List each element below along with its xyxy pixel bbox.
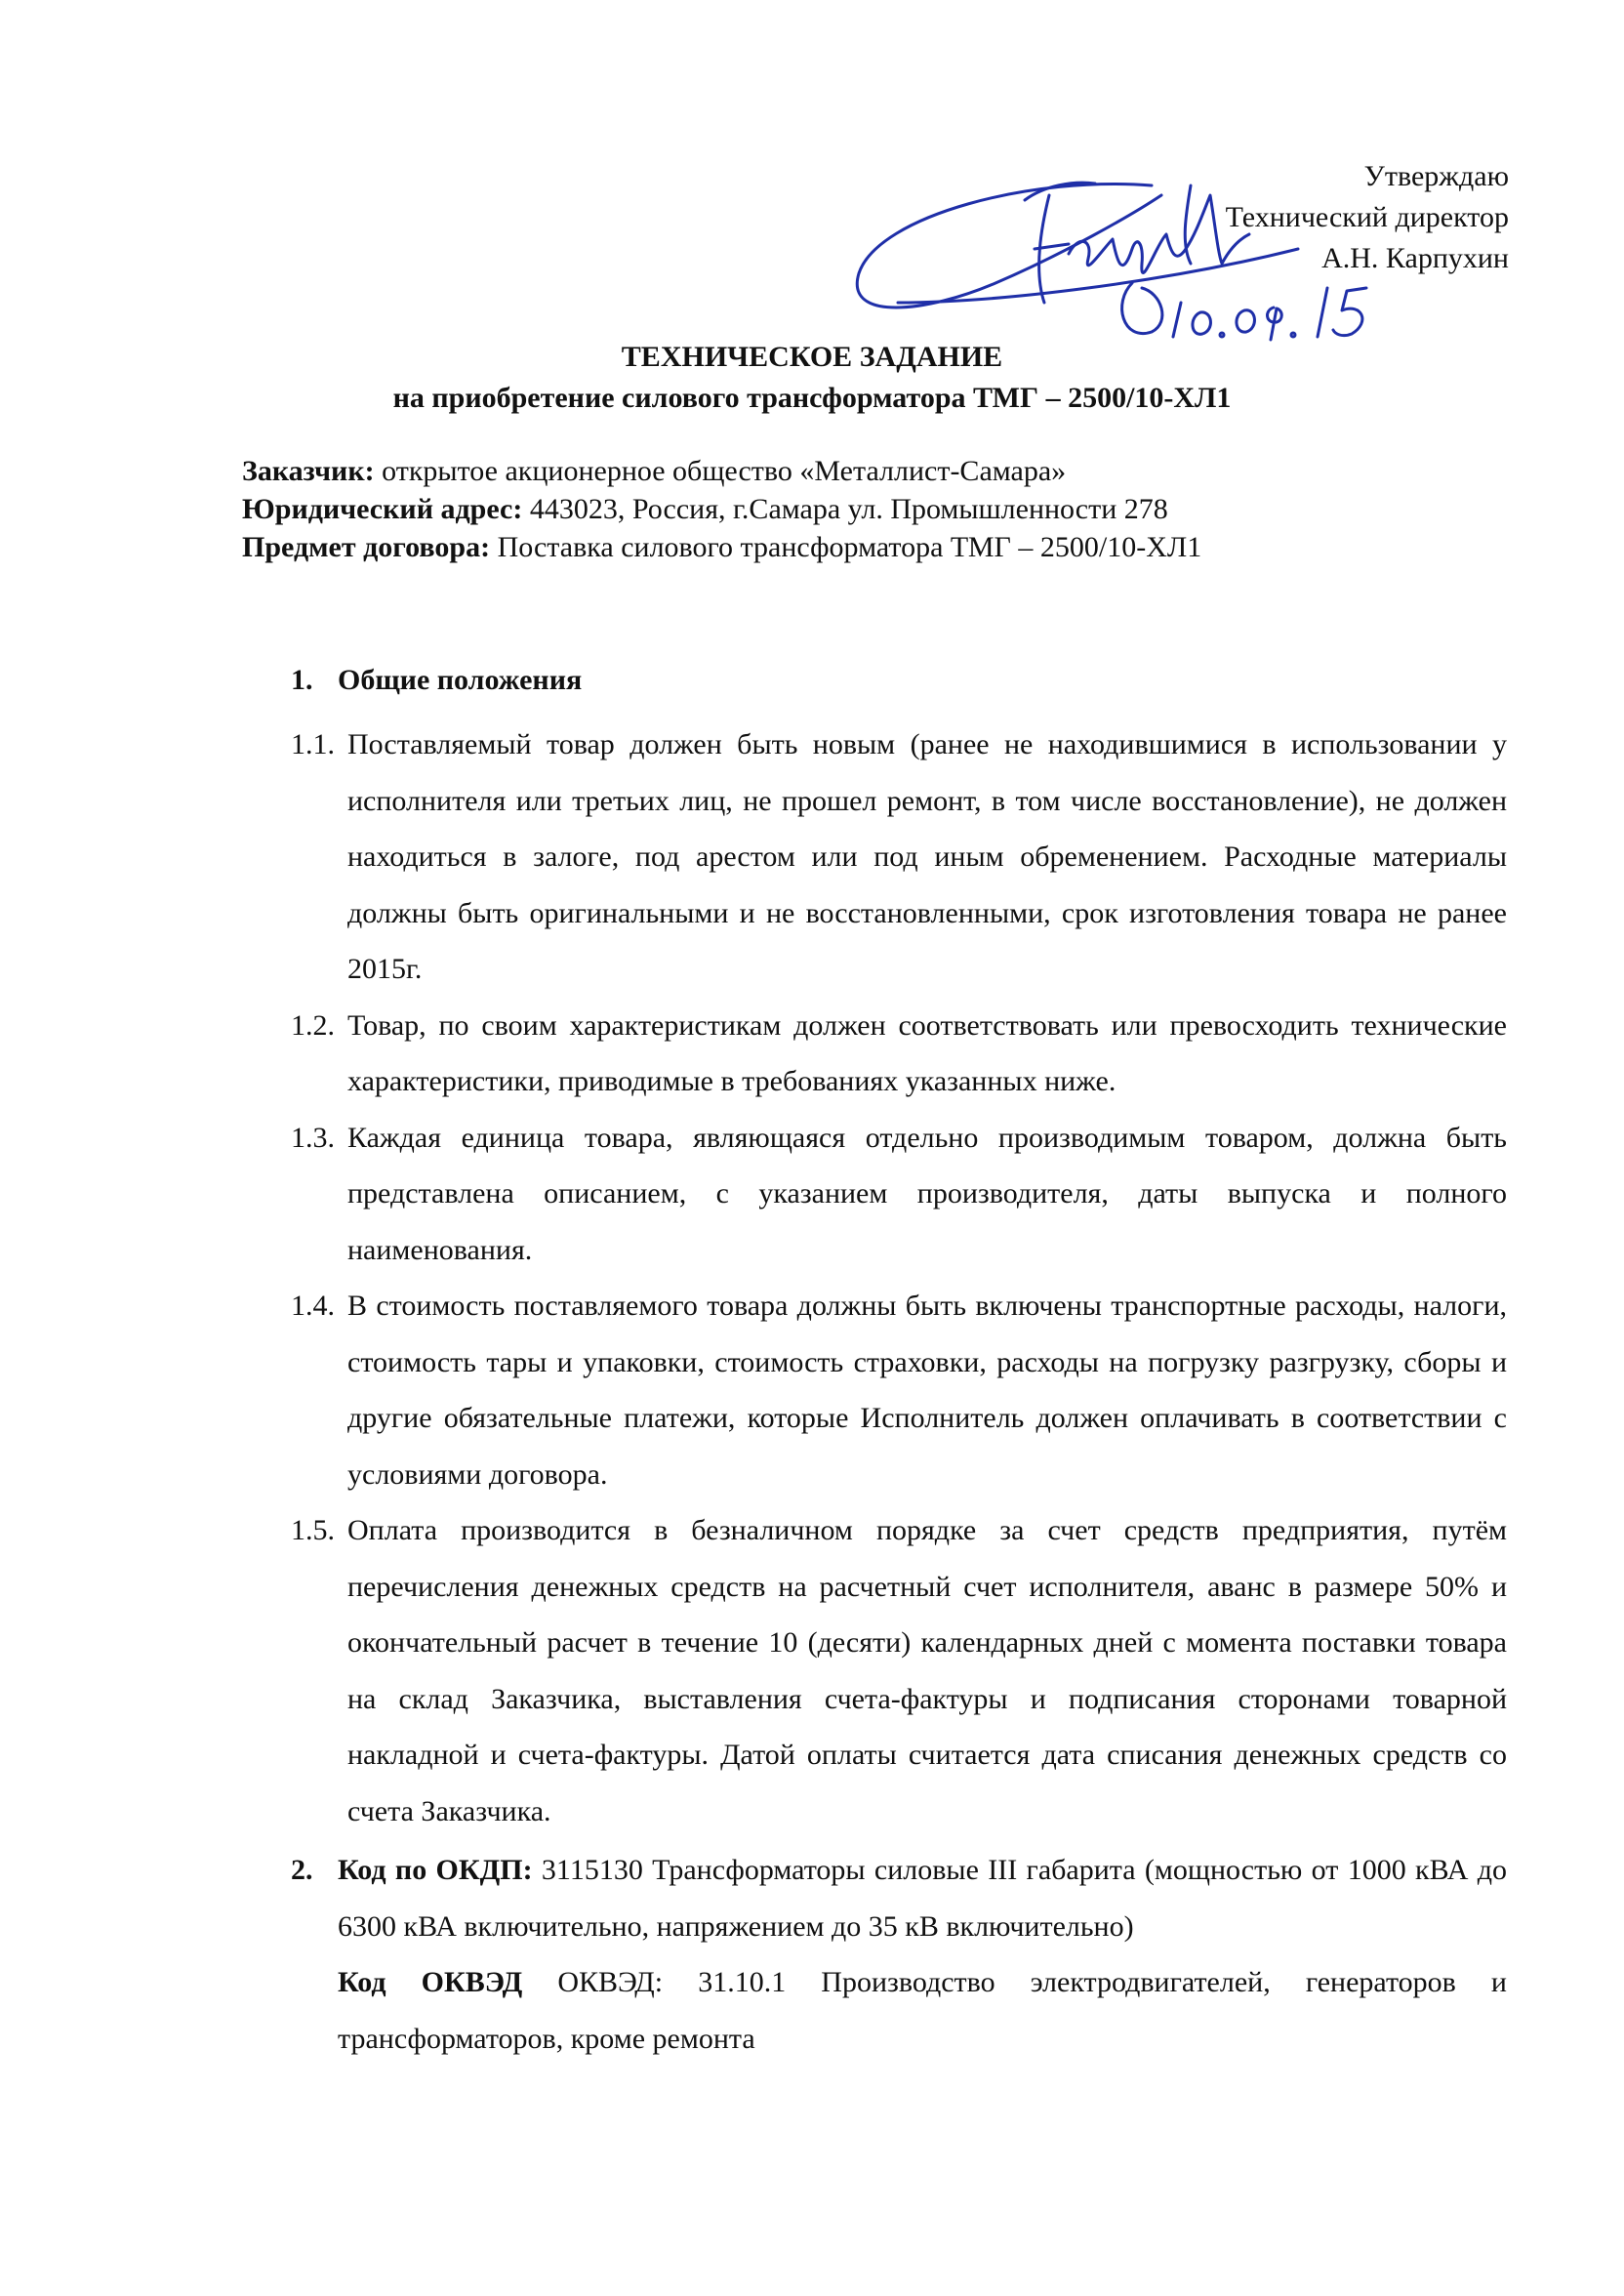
subject-row: [242, 528, 1201, 566]
section-2-number: 2.: [291, 1854, 313, 1886]
list-item: [291, 1502, 1507, 1839]
okdp-row: [291, 1842, 1507, 1954]
item-text: Товар, по своим характеристикам должен соответствовать или превосходить технические характеристики, приводимые в требованиях указанных ниже.: [347, 1008, 1507, 1097]
item-text: Поставляемый товар должен быть новым (ранее не находившимися в использовании у исполнителя или третьих лиц, не прошел ремонт, в том числе восстановление), не должен находиться в залоге, под арестом или под иным обременением. Расходные материалы должны быть оригинальными и не восстановленными, срок изготовления товара не ранее 2015г.: [347, 728, 1507, 985]
section-1-number: 1.: [291, 664, 313, 696]
approval-line-approve: Утверждаю: [1363, 160, 1509, 192]
item-number: 1.5.: [291, 1514, 335, 1546]
list-item: [291, 998, 1507, 1110]
customer-label: Заказчик:: [242, 455, 375, 487]
item-number: 1.3.: [291, 1121, 335, 1154]
list-item: [291, 1278, 1507, 1502]
section-1-title: Общие положения: [338, 664, 583, 696]
item-text: В стоимость поставляемого товара должны быть включены транспортные расходы, налоги, стоимость тары и упаковки, стоимость страховки, расходы на погрузку разгрузку, сборы и другие обязательные платежи, которые Исполнитель должен оплачивать в соответствии с условиями договора.: [347, 1290, 1507, 1491]
list-item: [291, 1110, 1507, 1279]
approval-line-name: А.Н. Карпухин: [1321, 242, 1509, 274]
address-label: Юридический адрес:: [242, 493, 523, 525]
item-number: 1.1.: [291, 728, 335, 760]
okdp-label: Код по ОКДП:: [338, 1854, 533, 1886]
okved-value: ОКВЭД: 31.10.1 Производство электродвигателей, генераторов и трансформаторов, кроме ремонта: [338, 1966, 1507, 2055]
item-number: 1.2.: [291, 1008, 335, 1042]
contract-info: [242, 452, 1201, 566]
subject-label: Предмет договора:: [242, 531, 491, 563]
subject-value: Поставка силового трансформатора ТМГ – 2500/10-ХЛ1: [490, 531, 1202, 563]
item-text: Оплата производится в безналичном порядке за счет средств предприятия, путём перечисления денежных средств на расчетный счет исполнителя, аванс в размере 50% и окончательный расчет в течение 10 (десяти) календарных дней с момента поставки товара на склад Заказчика, выставления счета-фактуры и подписания сторонами товарной накладной и счета-фактуры. Датой оплаты считается дата списания денежных средств со счета Заказчика.: [347, 1514, 1507, 1827]
okved-text: [338, 1966, 1507, 2055]
title-line-1: ТЕХНИЧЕСКОЕ ЗАДАНИЕ: [621, 341, 1003, 373]
okdp-text: [338, 1854, 1507, 1943]
item-number: 1.4.: [291, 1290, 335, 1322]
section-1-heading: [291, 660, 582, 701]
title-line-2: на приобретение силового трансформатора ТМГ – 2500/10-ХЛ1: [392, 382, 1232, 414]
list-item: [291, 717, 1507, 998]
section-2: [291, 1842, 1507, 2067]
customer-value: открытое акционерное общество «Металлист-Самара»: [374, 455, 1067, 487]
item-text: Каждая единица товара, являющаяся отдельно производимым товаром, должна быть представлена описанием, с указанием производителя, даты выпуска и полного наименования.: [347, 1121, 1507, 1266]
okved-label: Код ОКВЭД: [338, 1966, 523, 1998]
address-value: 443023, Россия, г.Самара ул. Промышленности 278: [522, 493, 1168, 525]
customer-row: [242, 452, 1201, 490]
okved-row: [291, 1954, 1507, 2067]
document-title: [0, 337, 1624, 419]
section-1-items: [291, 717, 1507, 1839]
handwritten-signature: [839, 156, 1444, 342]
approval-line-position: Технический директор: [1225, 201, 1509, 233]
address-row: [242, 490, 1201, 528]
okdp-value: 3115130 Трансформаторы силовые III габарита (мощностью от 1000 кВА до 6300 кВА включительно, напряжением до 35 кВ включительно): [338, 1854, 1507, 1943]
